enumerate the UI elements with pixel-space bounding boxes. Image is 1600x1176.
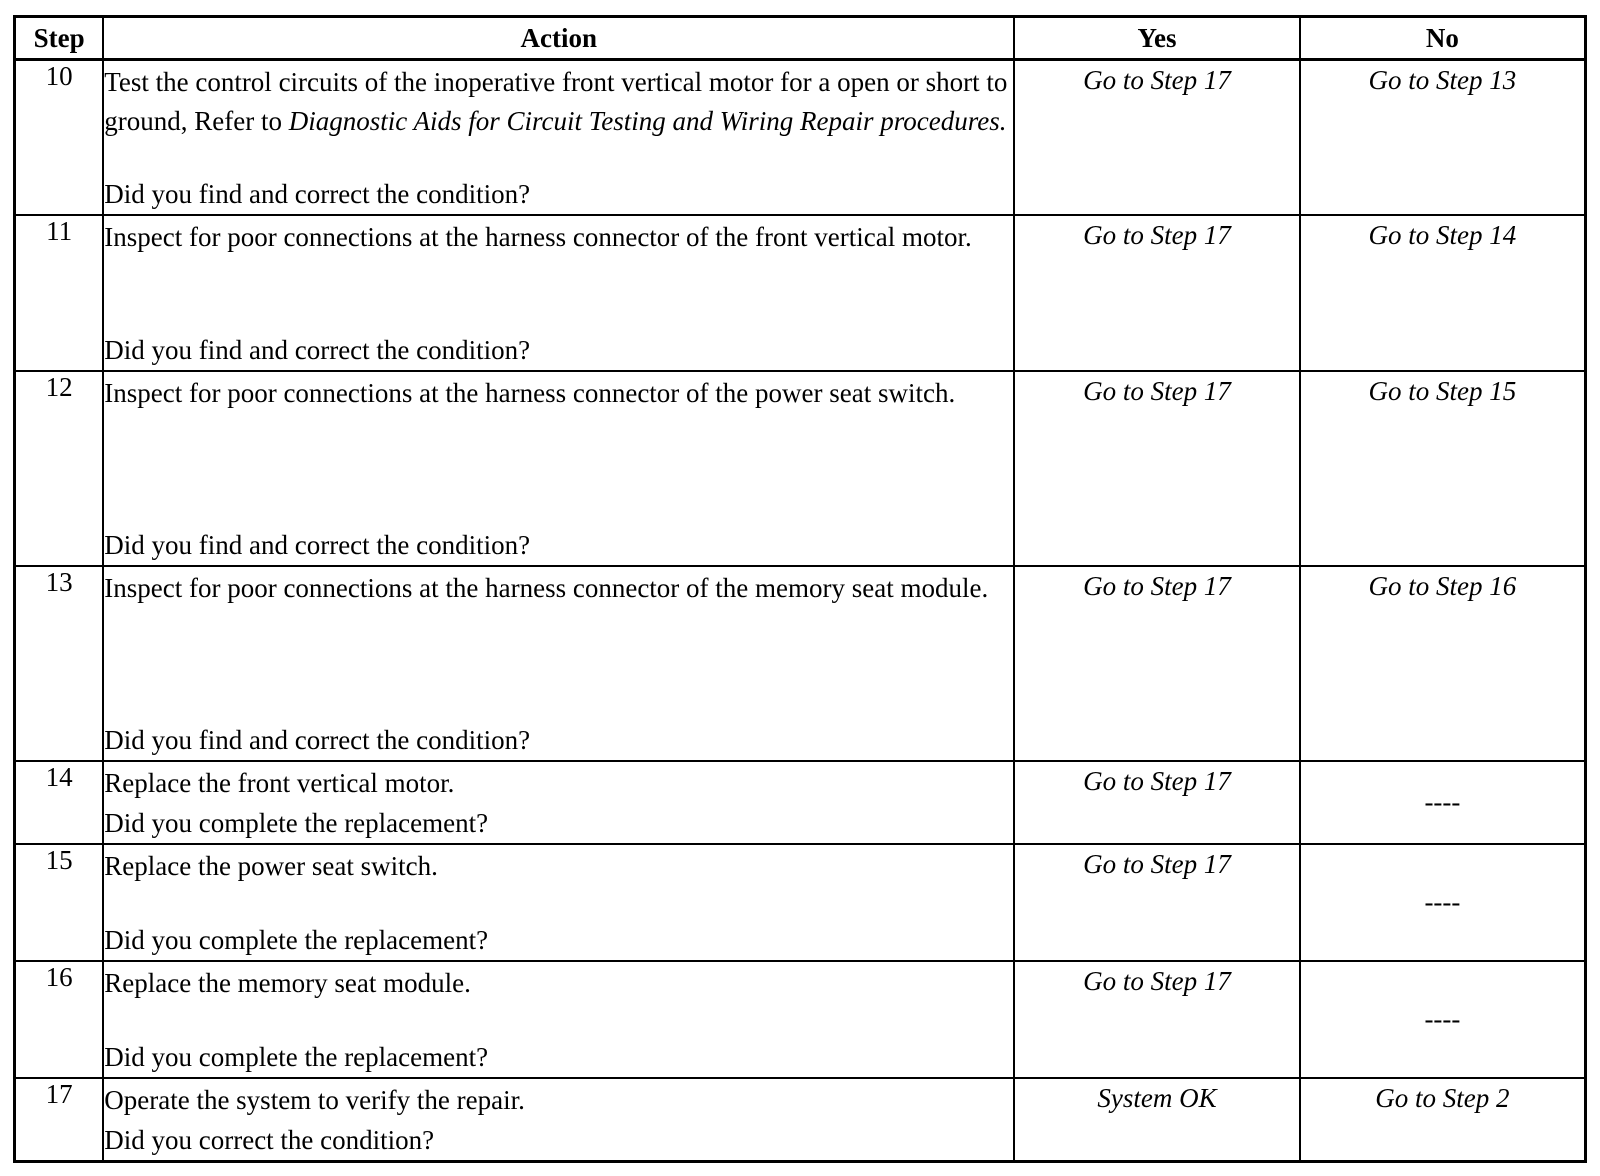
no-result: ---- bbox=[1300, 761, 1586, 844]
action-text bbox=[104, 63, 1013, 141]
step-number: 11 bbox=[15, 215, 104, 371]
yes-result: Go to Step 17 bbox=[1014, 215, 1300, 371]
action-cell bbox=[103, 844, 1014, 961]
yes-result: Go to Step 17 bbox=[1014, 961, 1300, 1078]
header-step: Step bbox=[15, 17, 104, 60]
step-number: 10 bbox=[15, 60, 104, 216]
table-row bbox=[15, 566, 1586, 761]
yes-result: Go to Step 17 bbox=[1014, 844, 1300, 961]
no-result: ---- bbox=[1300, 844, 1586, 961]
table-row bbox=[15, 1078, 1586, 1161]
step-number: 16 bbox=[15, 961, 104, 1078]
yes-result: Go to Step 17 bbox=[1014, 761, 1300, 844]
no-result: Go to Step 2 bbox=[1300, 1078, 1586, 1161]
step-number: 15 bbox=[15, 844, 104, 961]
action-question: Did you find and correct the condition? bbox=[104, 529, 531, 560]
yes-result: Go to Step 17 bbox=[1014, 371, 1300, 566]
action-text: Inspect for poor connections at the harness connector of the front vertical motor. bbox=[104, 222, 972, 253]
action-cell bbox=[103, 761, 1014, 844]
yes-result: System OK bbox=[1014, 1078, 1300, 1161]
action-text: Operate the system to verify the repair. bbox=[104, 1085, 525, 1116]
action-instruction: Test the control circuits of the inoperative front vertical motor for a open or short to ground, Refer to bbox=[104, 67, 1008, 136]
table-row bbox=[15, 761, 1586, 844]
action-text: Replace the memory seat module. bbox=[104, 967, 471, 998]
step-number: 17 bbox=[15, 1078, 104, 1161]
action-question: Did you find and correct the condition? bbox=[104, 179, 531, 210]
yes-result: Go to Step 17 bbox=[1014, 566, 1300, 761]
no-result: Go to Step 13 bbox=[1300, 60, 1586, 216]
action-text: Replace the power seat switch. bbox=[104, 850, 438, 881]
action-reference-link[interactable]: Diagnostic Aids for Circuit Testing and Wiring Repair procedures. bbox=[288, 106, 1007, 136]
action-cell bbox=[103, 215, 1014, 371]
header-action: Action bbox=[103, 17, 1014, 60]
action-question: Did you correct the condition? bbox=[104, 1125, 435, 1155]
action-text: Inspect for poor connections at the harness connector of the power seat switch. bbox=[104, 377, 956, 408]
action-question: Did you find and correct the condition? bbox=[104, 334, 531, 365]
no-result: ---- bbox=[1300, 961, 1586, 1078]
action-question: Did you complete the replacement? bbox=[104, 1042, 489, 1073]
table-row bbox=[15, 844, 1586, 961]
no-result: Go to Step 14 bbox=[1300, 215, 1586, 371]
action-question: Did you complete the replacement? bbox=[104, 924, 489, 955]
header-no: No bbox=[1300, 17, 1586, 60]
step-number: 14 bbox=[15, 761, 104, 844]
action-cell bbox=[103, 60, 1014, 216]
action-cell bbox=[103, 961, 1014, 1078]
action-cell bbox=[103, 371, 1014, 566]
step-number: 12 bbox=[15, 371, 104, 566]
action-cell bbox=[103, 566, 1014, 761]
diagnostic-table bbox=[13, 15, 1587, 1163]
table-row bbox=[15, 961, 1586, 1078]
header-row bbox=[15, 17, 1586, 60]
action-cell bbox=[103, 1078, 1014, 1161]
action-text: Inspect for poor connections at the harness connector of the memory seat module. bbox=[104, 572, 989, 603]
table-row bbox=[15, 215, 1586, 371]
header-yes: Yes bbox=[1014, 17, 1300, 60]
table-row bbox=[15, 371, 1586, 566]
no-result: Go to Step 15 bbox=[1300, 371, 1586, 566]
action-question: Did you complete the replacement? bbox=[104, 807, 489, 838]
action-text: Replace the front vertical motor. bbox=[104, 767, 455, 798]
no-result: Go to Step 16 bbox=[1300, 566, 1586, 761]
step-number: 13 bbox=[15, 566, 104, 761]
yes-result: Go to Step 17 bbox=[1014, 60, 1300, 216]
table-row bbox=[15, 60, 1586, 216]
action-question: Did you find and correct the condition? bbox=[104, 724, 531, 755]
